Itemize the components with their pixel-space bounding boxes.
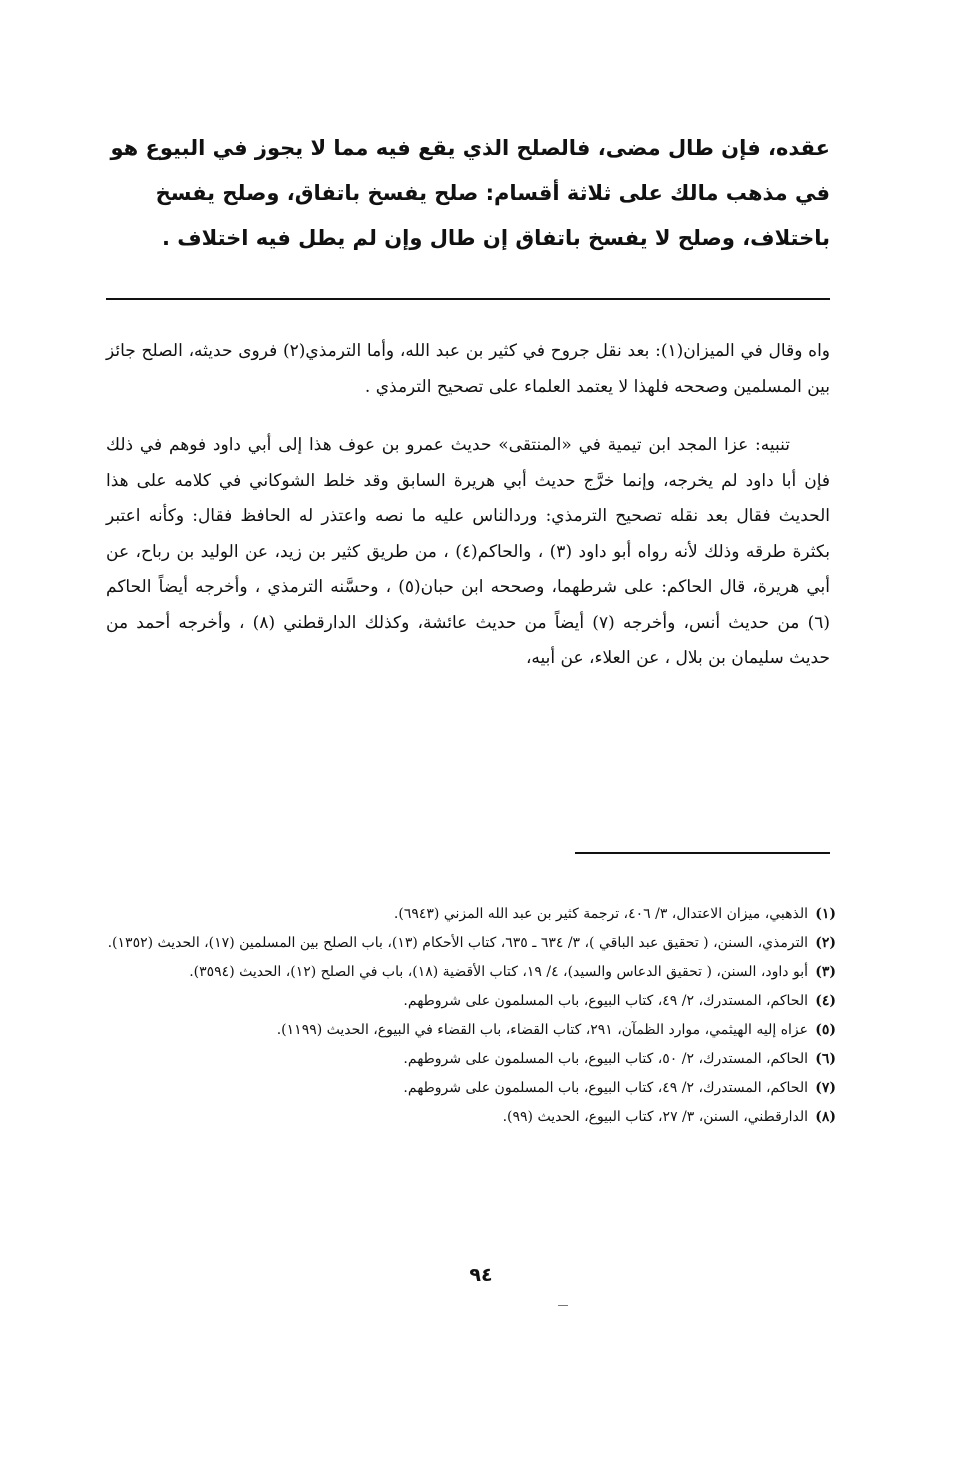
footnote-number: (٨): [815, 1109, 836, 1125]
footnote-item: [106, 929, 836, 958]
footnote-number: (٥): [815, 1022, 836, 1038]
footnote-text: الترمذي، السنن، ( تحقيق عبد الباقي )، ٣/ ٦٣٤ ـ ٦٣٥، كتاب الأحكام (١٣)، باب الصلح بين المسلمين (١٧)، الحديث (١٣٥٢).: [107, 935, 808, 951]
footnote-text: الدارقطني، السنن، ٣/ ٢٧، كتاب البيوع، الحديث (٩٩).: [502, 1109, 808, 1125]
footnote-item: [106, 1045, 836, 1074]
commentary-paragraph: واه وقال في الميزان(١): بعد نقل جروح في كثير بن عبد الله، وأما الترمذي(٢) فروى حديثه، الصلح جائز بين المسلمين وصححه فلهذا لا يعتمد العلماء على تصحيح الترمذي .: [106, 341, 830, 397]
footnote-number: (٣): [815, 964, 836, 980]
footnote-text: أبو داود، السنن، ( تحقيق الدعاس والسيد)، ٤/ ١٩، كتاب الأقضية (١٨)، باب في الصلح (١٢)، الحديث (٣٥٩٤).: [189, 964, 808, 980]
main-text-line: باختلاف، وصلح لا يفسخ باتفاق إن طال وإن لم يطل فيه اختلاف .: [161, 226, 830, 250]
main-text-line: عقده، فإن طال مضى، فالصلح الذي يقع فيه مما لا يجوز في البيوع هو: [110, 136, 830, 160]
footnote-number: (١): [815, 906, 836, 922]
footnote-item: [106, 958, 836, 987]
commentary-block: [106, 334, 830, 677]
footnote-number: (٤): [815, 993, 836, 1009]
footnote-item: [106, 1074, 836, 1103]
footnote-text: عزاه إليه الهيثمي، موارد الظمآن، ٢٩١، كتاب القضاء، باب القضاء في البيوع، الحديث (١١٩٩).: [276, 1022, 808, 1038]
page-number: ٩٤: [469, 1264, 493, 1286]
footnote-text: الحاكم، المستدرك، ٢/ ٤٩، كتاب البيوع، باب المسلمون على شروطهم.: [403, 1080, 808, 1096]
footnote-item: [106, 1016, 836, 1045]
footnote-text: الحاكم، المستدرك، ٢/ ٤٩، كتاب البيوع، باب المسلمون على شروطهم.: [403, 993, 808, 1009]
footnotes-block: [106, 900, 836, 1132]
footnote-text: الحاكم، المستدرك، ٢/ ٥٠، كتاب البيوع، باب المسلمون على شروطهم.: [403, 1051, 808, 1067]
footnote-divider: [575, 852, 830, 854]
scan-speck: [558, 1305, 568, 1306]
footnote-item: [106, 1103, 836, 1132]
footnote-item: [106, 987, 836, 1016]
commentary-paragraph: تنبيه: عزا المجد ابن تيمية في «المنتقى» حديث عمرو بن عوف هذا إلى أبي داود فوهم في ذلك فإن أبا داود لم يخرجه، وإنما خرَّج حديث أبي هريرة السابق وقد خلط الشوكاني في كلامه على هذا الحديث فقال بعد نقله تصحيح الترمذي: وردالناس عليه ما نصه واعتذر له الحافظ فقال: وكأنه اعتبر بكثرة طرقه وذلك لأنه رواه أبو داود (٣) ، والحاكم(٤) ، من طريق كثير بن زيد، عن الوليد بن رباح، عن أبي هريرة، قال الحاكم: على شرطهما، وصححه ابن حبان(٥) ، وحسَّنه الترمذي ، وأخرجه أيضاً الحاكم (٦) من حديث أنس، وأخرجه (٧) أيضاً من حديث عائشة، وكذلك الدارقطني (٨) ، وأخرجه أحمد من حديث سليمان بن بلال ، عن العلاء، عن أبيه،: [106, 435, 830, 668]
main-text-divider: [106, 298, 830, 300]
main-text-block: [106, 126, 830, 261]
footnote-text: الذهبي، ميزان الاعتدال، ٣/ ٤٠٦، ترجمة كثير بن عبد الله المزني (٦٩٤٣).: [393, 906, 808, 922]
main-text-line: في مذهب مالك على ثلاثة أقسام: صلح يفسخ باتفاق، وصلح يفسخ: [155, 181, 830, 205]
footnote-number: (٦): [815, 1051, 836, 1067]
footnote-number: (٢): [815, 935, 836, 951]
footnote-number: (٧): [815, 1080, 836, 1096]
footnote-item: [106, 900, 836, 929]
